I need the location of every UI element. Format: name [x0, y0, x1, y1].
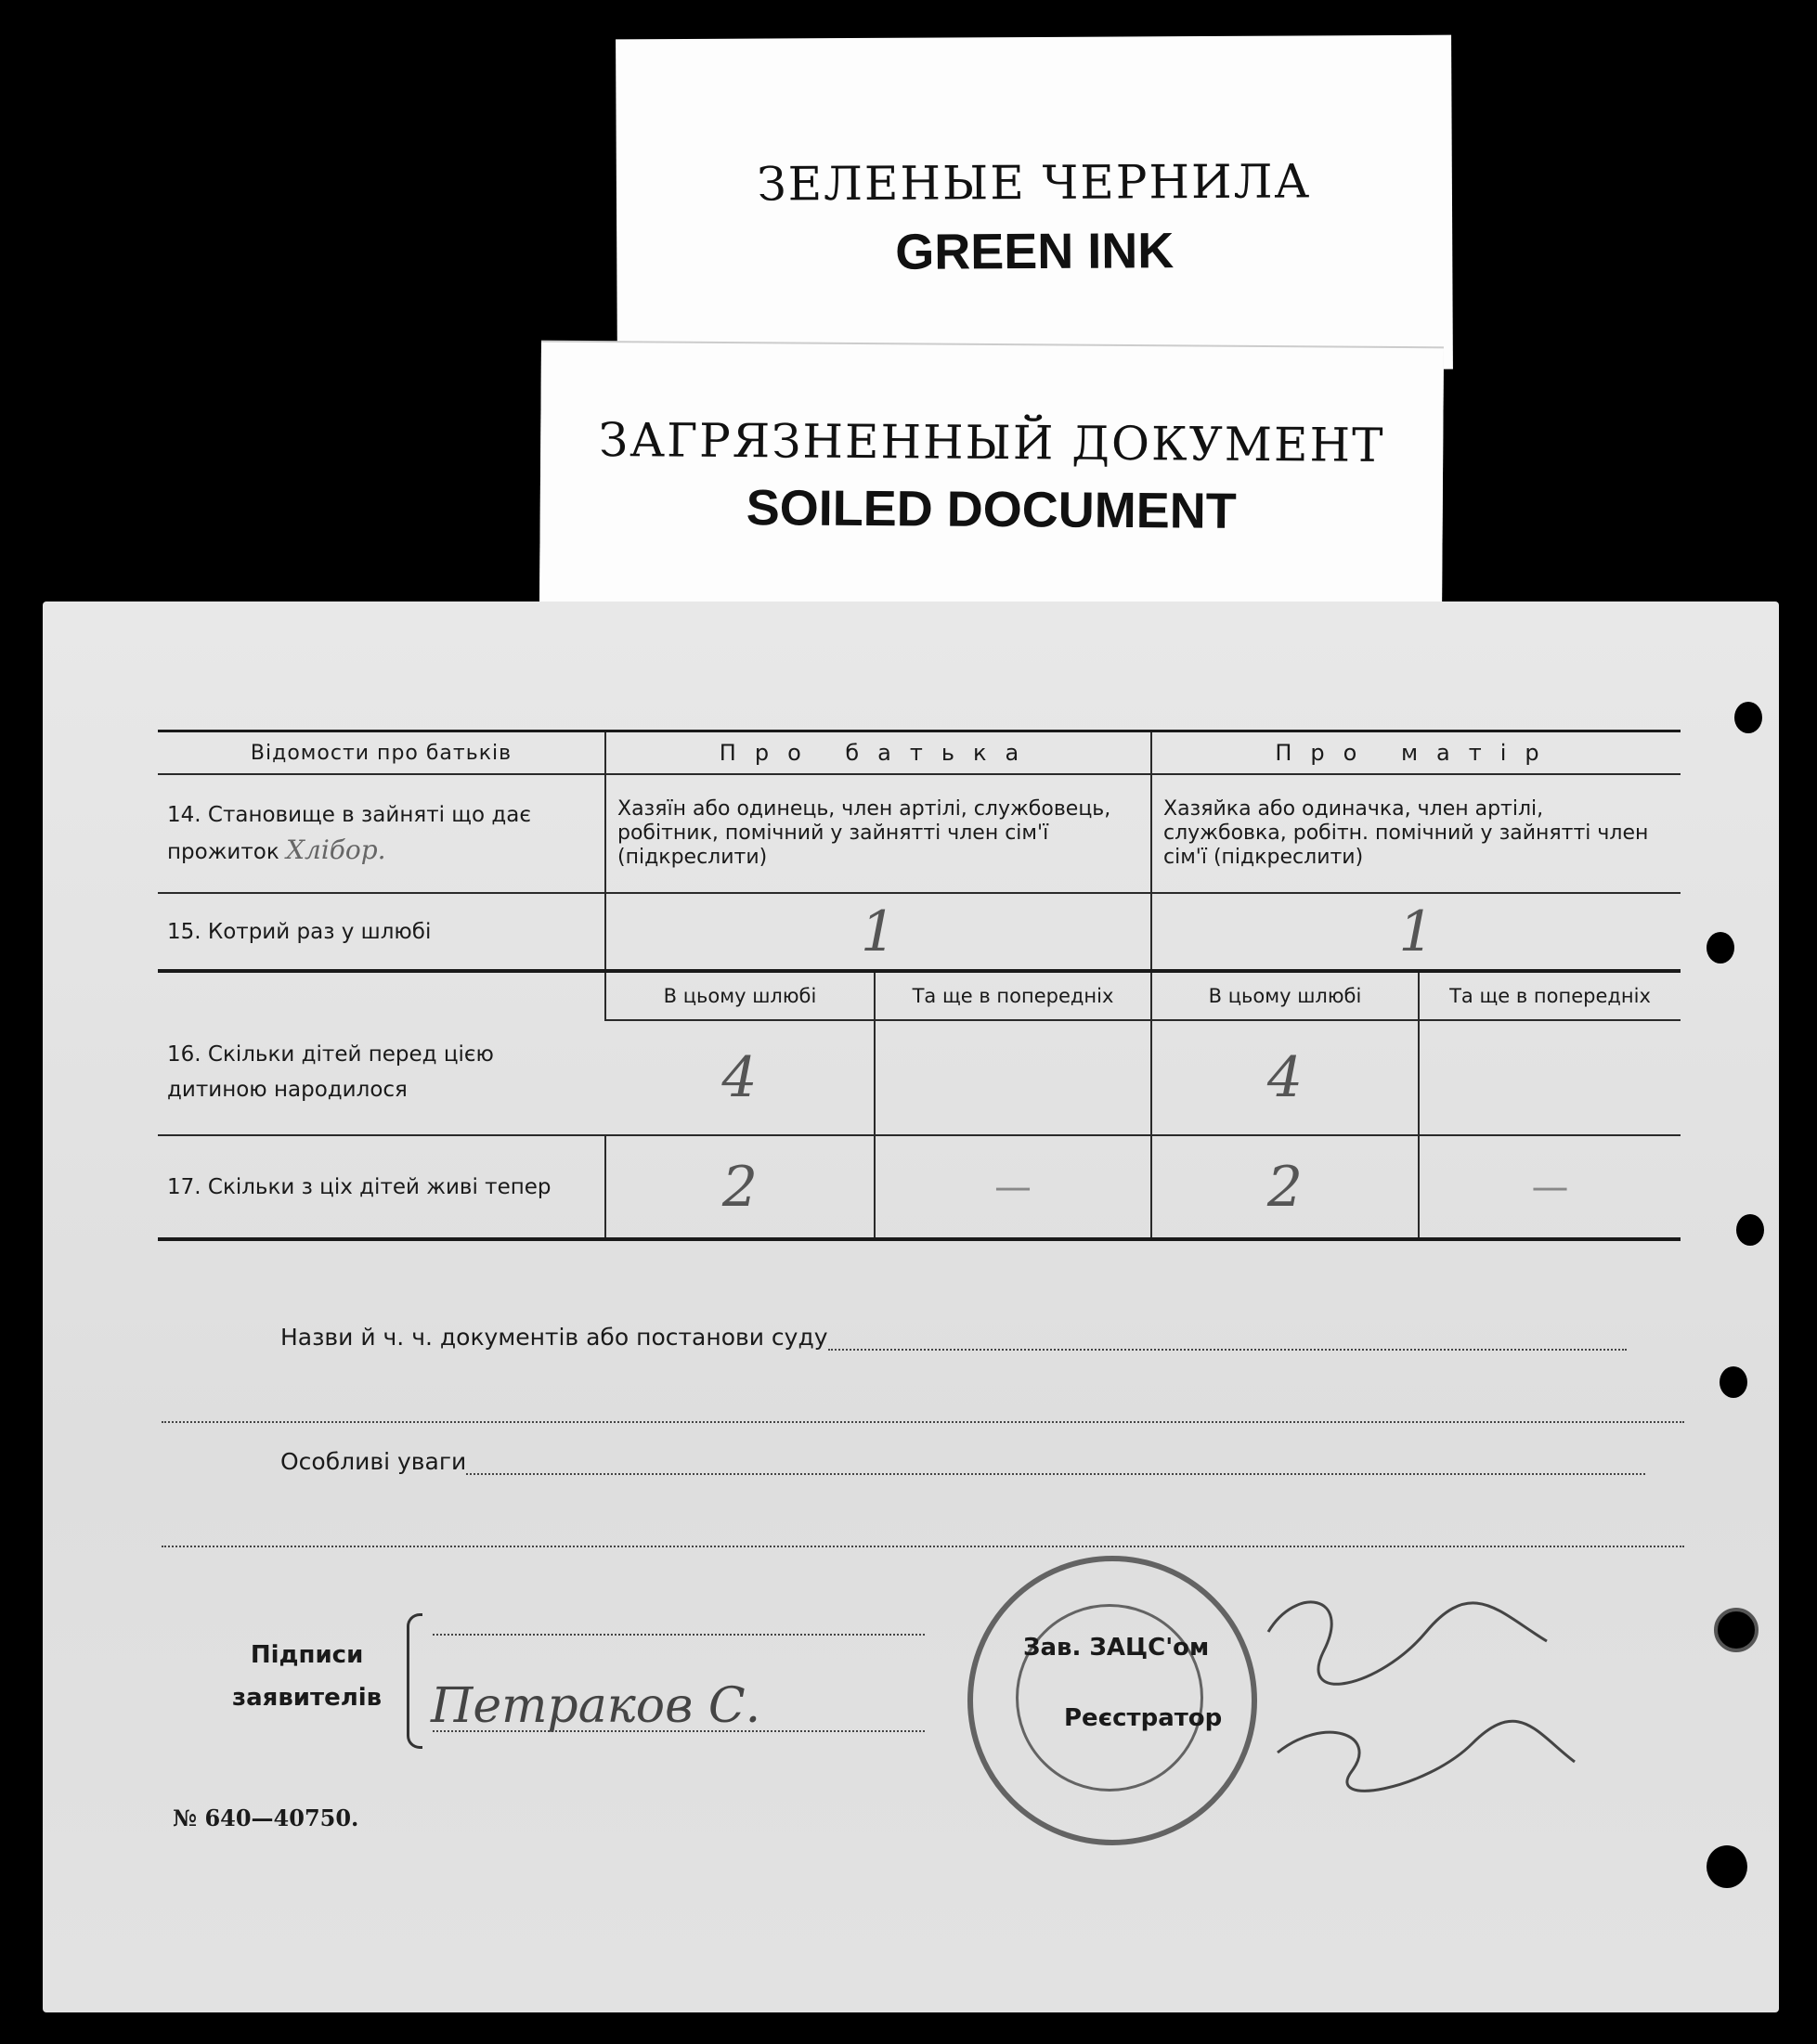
parents-info-table: [158, 730, 1681, 1241]
green-ink-en: GREEN INK: [895, 223, 1175, 280]
registrar-label: Реєстратор: [1064, 1704, 1223, 1732]
punch-hole-5: [1714, 1608, 1759, 1652]
father-previous-header: Та ще в попередніх: [875, 971, 1151, 1020]
notes-line: [466, 1473, 1645, 1475]
punch-hole-6: [1707, 1845, 1747, 1888]
row14-father-options: Хазяїн або одинець, член артілі, службовець, робітник, помічний у зайнятті член сім'ї (підкреслити): [605, 774, 1151, 893]
row15-father-value: 1: [605, 893, 1151, 971]
row-17: [158, 1135, 1681, 1239]
row14-handwritten: Хлібор.: [286, 834, 386, 865]
mother-this-marriage-header: В цьому шлюбі: [1151, 971, 1419, 1020]
row17-father-this: 2: [605, 1135, 875, 1239]
form-number: № 640—40750.: [173, 1805, 359, 1831]
applicants-label-line2: заявителів: [232, 1684, 383, 1712]
father-this-marriage-header: В цьому шлюбі: [605, 971, 875, 1020]
green-ink-card: [616, 35, 1453, 374]
notes-line-2: [162, 1546, 1684, 1547]
row14-mother-options: Хазяйка або одиначка, член артілі, службовка, робітн. помічний у зайнятті член сім'ї (підкреслити): [1151, 774, 1681, 893]
row17-mother-this: 2: [1151, 1135, 1419, 1239]
notes-field: [162, 1448, 1645, 1475]
applicants-label: [232, 1634, 382, 1719]
punch-hole-1: [1734, 702, 1762, 733]
document-sheet: [43, 602, 1779, 2012]
row16-father-this: 4: [721, 1045, 758, 1110]
header-father: Про батька: [605, 731, 1151, 775]
table-header-row: [158, 731, 1681, 775]
row-14: [158, 774, 1681, 893]
applicants-brace: [407, 1613, 422, 1749]
soiled-document-ru: ЗАГРЯЗНЕННЫЙ ДОКУМЕНТ: [598, 413, 1385, 472]
soiled-document-card: [539, 343, 1444, 613]
header-info: Відомости про батьків: [250, 741, 513, 765]
punch-hole-2: [1707, 932, 1734, 964]
official-signatures: [1240, 1576, 1593, 1818]
row14-label-text: 14. Становище в зайняті що дає прожиток: [167, 803, 531, 864]
row16-mother-this: 4: [1151, 1020, 1419, 1135]
row16-label: 16. Скільки дітей перед цією дитиною народилося: [167, 1042, 494, 1102]
applicant-signature: Петраков С.: [431, 1678, 761, 1734]
mother-previous-header: Та ще в попередніх: [1419, 971, 1681, 1020]
notes-second-line: [162, 1520, 1684, 1547]
row-15: [158, 893, 1681, 971]
row16-father-prev: [875, 1020, 1151, 1135]
row17-mother-prev: —: [1419, 1135, 1681, 1239]
punch-hole-3: [1736, 1214, 1764, 1246]
documents-second-line: [162, 1396, 1684, 1423]
row17-father-prev: —: [875, 1135, 1151, 1239]
applicants-label-line1: Підписи: [250, 1641, 364, 1669]
soiled-document-en: SOILED DOCUMENT: [746, 480, 1237, 539]
subheader-row: [158, 971, 1681, 1020]
header-mother: Про матір: [1151, 731, 1681, 775]
documents-label: Назви й ч. ч. документів або постанови суду: [280, 1324, 828, 1351]
row15-label: 15. Котрий раз у шлюбі: [167, 919, 432, 944]
row16-mother-prev: [1419, 1020, 1681, 1135]
row15-mother-value: 1: [1151, 893, 1681, 971]
head-label: Зав. ЗАЦС'ом: [1023, 1634, 1210, 1662]
green-ink-ru: ЗЕЛЕНЫЕ ЧЕРНИЛА: [757, 154, 1312, 212]
documents-line: [828, 1349, 1627, 1351]
punch-hole-4: [1720, 1366, 1747, 1398]
documents-field: [162, 1324, 1627, 1351]
row14-label: [158, 774, 605, 893]
documents-line-2: [162, 1421, 1684, 1423]
row17-label: 17. Скільки з ціх дітей живі тепер: [167, 1174, 552, 1199]
notes-label: Особливі уваги: [280, 1448, 467, 1475]
applicant-line-1: [433, 1634, 925, 1636]
